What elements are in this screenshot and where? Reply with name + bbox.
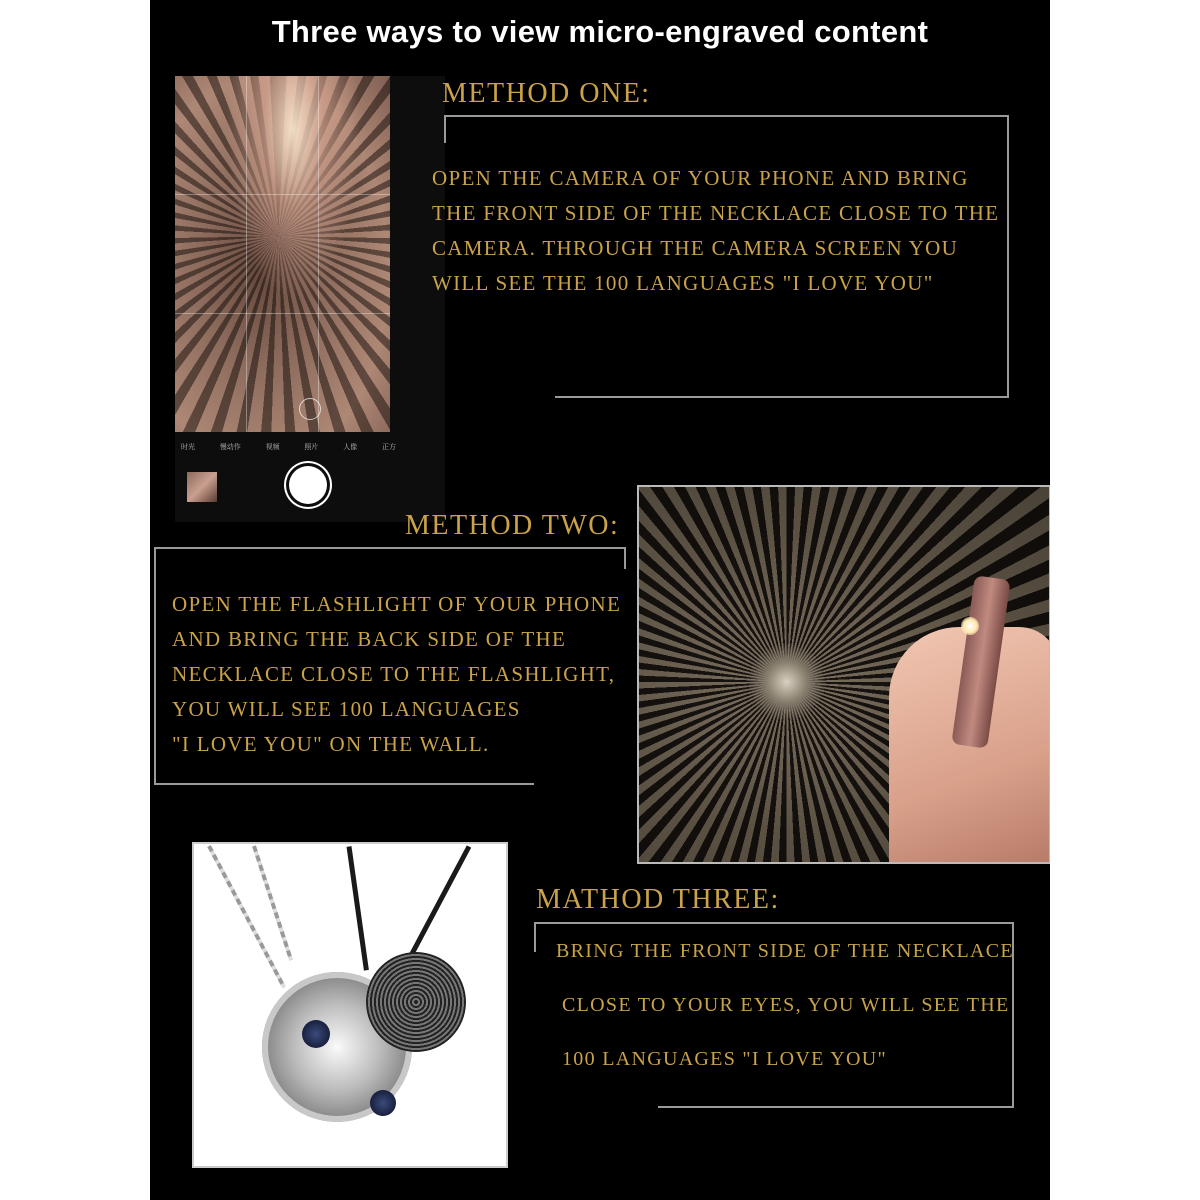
text-line: CLOSE TO YOUR EYES, YOU WILL SEE THE [562,994,1010,1016]
method-two-heading: METHOD TWO: [405,510,620,541]
flashlight-icon [961,617,979,635]
camera-mode: 时光 [181,443,195,451]
grid-line [318,76,319,432]
frame-line [444,115,1009,117]
frame-line [624,547,626,569]
frame-line [154,547,624,549]
camera-mode-bar [181,442,396,452]
text-line: BRING THE FRONT SIDE OF THE NECKLACE [556,940,1014,962]
camera-mode: 人像 [343,443,358,451]
camera-mode: 视频 [265,443,280,451]
camera-mode: 正方 [381,443,396,451]
text-line: THE FRONT SIDE OF THE NECKLACE CLOSE TO THE [432,201,1000,225]
frame-line [154,547,156,785]
text-line: CAMERA. THROUGH THE CAMERA SCREEN YOU [432,236,959,260]
projection-stone-shape [370,1090,396,1116]
method-one-text [432,161,999,301]
text-line: YOU WILL SEE 100 LANGUAGES [172,697,521,721]
projection-stone-shape [302,1020,330,1048]
method-one-heading: METHOD ONE: [442,78,651,109]
text-line: AND BRING THE BACK SIDE OF THE [172,627,567,651]
shutter-button-icon [289,466,327,504]
text-line: WILL SEE THE 100 LANGUAGES "I LOVE YOU" [432,271,934,295]
phone-camera-image [175,76,445,522]
grid-line [246,76,247,432]
gallery-thumbnail [187,472,217,502]
camera-viewfinder [175,76,390,432]
sun-pendant-shape [366,952,466,1052]
camera-mode: 照片 [304,443,319,451]
text-line: OPEN THE CAMERA OF YOUR PHONE AND BRING [432,166,969,190]
flashlight-projection-image [637,485,1050,864]
zoom-icon [299,398,321,420]
infographic-panel [150,0,1050,1200]
grid-line [175,313,390,314]
camera-mode: 慢动作 [219,443,241,451]
cord-shape [347,846,369,970]
frame-line [534,922,536,952]
method-three-heading: MATHOD THREE: [536,884,780,915]
page-title: Three ways to view micro-engraved content [271,14,929,49]
frame-line [1007,115,1009,398]
text-line: OPEN THE FLASHLIGHT OF YOUR PHONE [172,592,622,616]
frame-line [658,1106,1014,1108]
frame-line [154,783,534,785]
text-line: 100 LANGUAGES "I LOVE YOU" [562,1048,887,1070]
frame-line [444,115,446,143]
text-line: "I LOVE YOU" ON THE WALL. [172,732,490,756]
grid-line [175,194,390,195]
method-three-text [556,934,1014,1096]
frame-line [555,396,1009,398]
method-two-text [172,587,621,762]
text-line: NECKLACE CLOSE TO THE FLASHLIGHT, [172,662,616,686]
frame-line [534,922,1014,924]
necklace-product-image [192,842,508,1168]
